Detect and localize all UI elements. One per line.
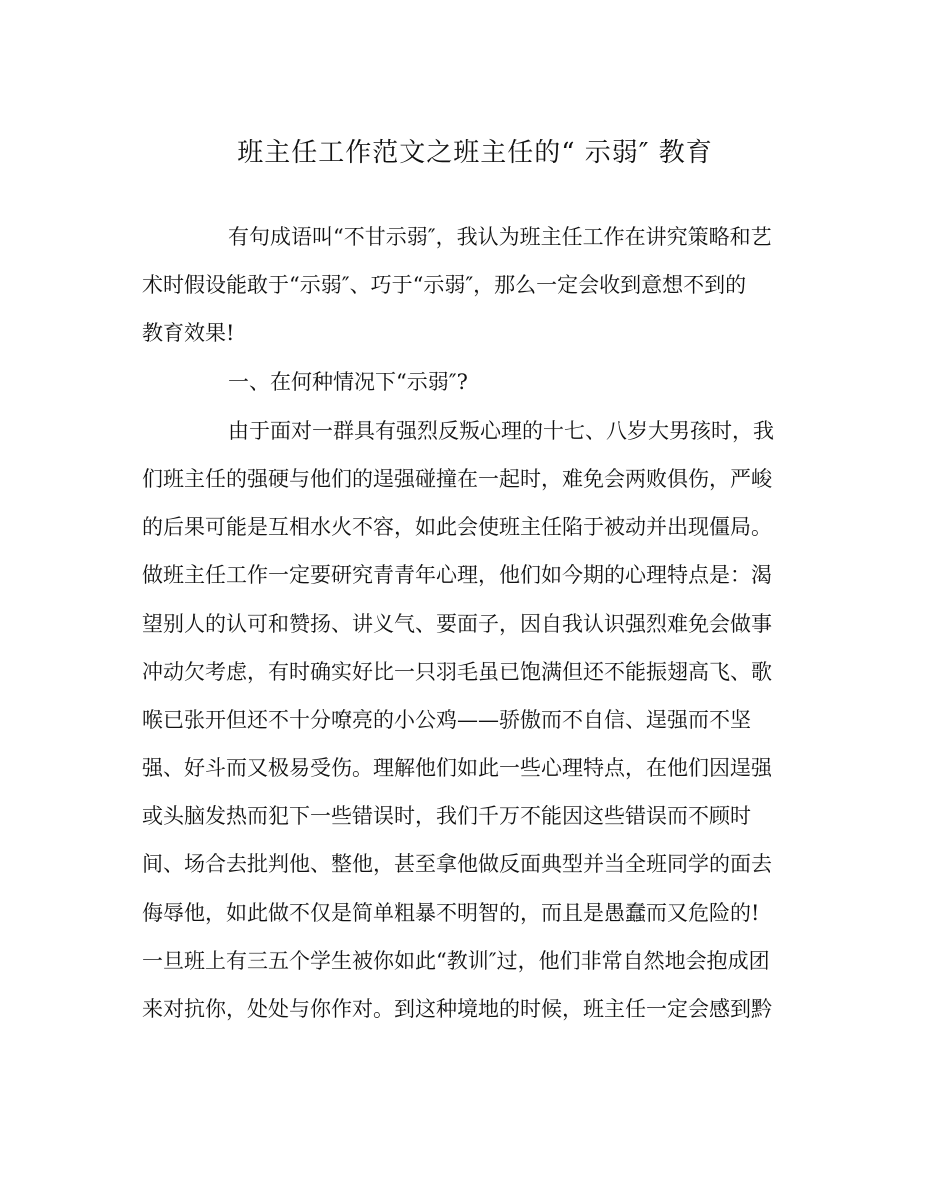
paragraph-1-line-1: 有句成语叫“不甘示弱″，我认为班主任工作在讲究策略和艺 (228, 225, 772, 249)
paragraph-1-line-3: 教育效果! (142, 321, 235, 345)
section-heading-1: 一、在何种情况下“示弱″? (228, 370, 468, 394)
paragraph-2-line-10: 间、场合去批判他、整他，甚至拿他做反面典型并当全班同学的面去 (142, 852, 772, 876)
paragraph-2-line-9: 或头脑发热而犯下一些错误时，我们千万不能因这些错误而不顾时 (142, 804, 751, 828)
paragraph-2-line-13: 来对抗你，处处与你作对。到这种境地的时候，班主任一定会感到黔 (142, 997, 772, 1021)
paragraph-2-line-7: 喉已张开但还不十分嘹亮的小公鸡——骄傲而不自信、逞强而不坚 (142, 708, 751, 732)
paragraph-2-line-3: 的后果可能是互相水火不容，如此会使班主任陷于被动并出现僵局。 (142, 515, 772, 539)
paragraph-2-line-12: 一旦班上有三五个学生被你如此“教训″过，他们非常自然地会抱成团 (142, 949, 770, 973)
paragraph-2-line-5: 望别人的认可和赞扬、讲义气、要面子，因自我认识强烈难免会做事 (142, 612, 772, 636)
paragraph-1-line-2: 术时假设能敢于“示弱″、巧于“示弱″，那么一定会收到意想不到的 (142, 273, 747, 297)
paragraph-2-line-11: 侮辱他，如此做不仅是简单粗暴不明智的，而且是愚蠢而又危险的! (142, 901, 760, 925)
paragraph-2-line-8: 强、好斗而又极易受伤。理解他们如此一些心理特点，在他们因逞强 (142, 756, 772, 780)
paragraph-2-line-1: 由于面对一群具有强烈反叛心理的十七、八岁大男孩时，我 (228, 419, 774, 443)
paragraph-2-line-4: 做班主任工作一定要研究青青年心理，他们如今期的心理特点是：渴 (142, 563, 772, 587)
paragraph-2-line-2: 们班主任的强硬与他们的逞强碰撞在一起时，难免会两败俱伤，严峻 (142, 467, 772, 491)
document-title: 班主任工作范文之班主任的“ 示弱″ 教育 (237, 138, 713, 168)
paragraph-2-line-6: 冲动欠考虑，有时确实好比一只羽毛虽已饱满但还不能振翅高飞、歌 (142, 660, 772, 684)
